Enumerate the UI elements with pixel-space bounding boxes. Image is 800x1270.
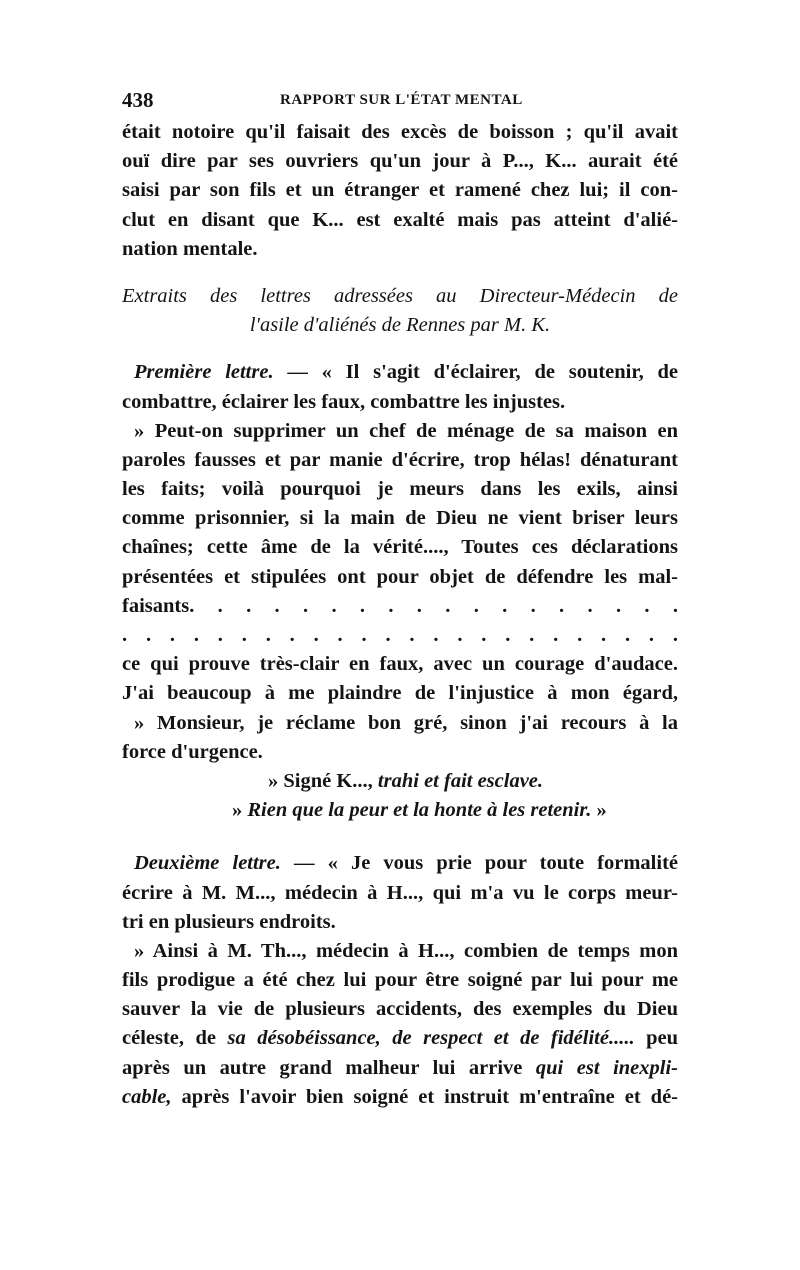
text-span: peu (634, 1027, 678, 1050)
text-line: clut en disant que K... est exalté mais pas atteint d'alié- (122, 208, 678, 231)
text-span: céleste, de (122, 1027, 228, 1050)
text-line: les faits; voilà pourquoi je meurs dans les exils, ainsi (122, 478, 678, 501)
text-line (122, 1024, 678, 1053)
text-line: présentées et stipulées ont pour objet de défendre les mal- (122, 565, 678, 588)
text-line (122, 1083, 678, 1112)
text-line: » Ainsi à M. Th..., médecin à H..., combien de temps mon (134, 939, 678, 962)
page-number: 438 (122, 88, 154, 112)
ellipsis-line: . . . . . . . . . . . . . . . . . . . . . . . . (122, 624, 678, 646)
closing-italic: Rien que la peur et la honte à les retenir. (247, 799, 592, 822)
text-line: paroles fausses et par manie d'écrire, trop hélas! dénaturant (122, 448, 678, 471)
text-line: sauver la vie de plusieurs accidents, des exemples du Dieu (122, 998, 678, 1021)
text-line: » Monsieur, je réclame bon gré, sinon j'ai recours à la (134, 711, 678, 734)
text-span: » Signé K..., (268, 769, 378, 792)
running-header (122, 88, 678, 118)
text-line: écrire à M. M..., médecin à H..., qui m'a vu le corps meur- (122, 881, 678, 904)
signature-italic: trahi et fait esclave. (377, 769, 544, 792)
text-line (122, 1054, 678, 1083)
text-span: après l'avoir bien soigné et instruit m'entraîne et dé- (171, 1085, 678, 1108)
text-line: J'ai beaucoup à me plaindre de l'injustice à mon égard, (122, 682, 678, 705)
text-span: » (591, 799, 607, 822)
text-line: force d'urgence. (122, 740, 263, 763)
section-heading-line: Extraits des lettres adressées au Directeur-Médecin de (122, 284, 678, 307)
running-title: RAPPORT SUR L'ÉTAT MENTAL (280, 92, 523, 108)
text-line: » Peut-on supprimer un chef de ménage de sa maison en (134, 419, 678, 442)
paragraph-conclusion (122, 118, 678, 264)
text-span: — « Je vous prie pour toute formalité (280, 852, 678, 875)
italic-span: cable, (122, 1085, 172, 1108)
text-span: après un autre grand malheur lui arrive (122, 1056, 536, 1079)
text-line: saisi par son fils et un étranger et ramené chez lui; il con- (122, 179, 678, 202)
text-line: ouï dire par ses ouvriers qu'un jour à P..., K... aurait été (122, 150, 678, 173)
book-page (122, 88, 678, 1112)
italic-span: qui est inexpli- (535, 1056, 678, 1079)
letter-label: Première lettre. (134, 361, 274, 384)
text-line: comme prisonnier, si la main de Dieu ne vient briser leurs (122, 507, 678, 530)
text-line: tri en plusieurs endroits. (122, 910, 336, 933)
first-letter (122, 358, 678, 825)
section-heading-line: l'asile d'aliénés de Rennes par M. K. (249, 314, 551, 337)
text-span: » (232, 799, 248, 822)
letter-opening-line (122, 358, 678, 387)
text-line: était notoire qu'il faisait des excès de boisson ; qu'il avait (122, 121, 678, 143)
signature-line (122, 767, 678, 796)
second-letter (122, 849, 678, 1112)
text-line: combattre, éclairer les faux, combattre les injustes. (122, 390, 566, 413)
text-line: ce qui prouve très-clair en faux, avec un courage d'audace. (122, 653, 678, 676)
letter-label: Deuxième lettre. (134, 852, 281, 875)
section-heading (122, 282, 678, 340)
italic-span: sa désobéissance, de respect et de fidélité..... (227, 1027, 635, 1050)
letter-opening-line (122, 849, 678, 878)
closing-line (122, 796, 678, 825)
text-span: — « Il s'agit d'éclairer, de soutenir, de (273, 361, 678, 384)
text-line: fils prodigue a été chez lui pour être soigné par lui pour me (122, 969, 678, 992)
text-line: chaînes; cette âme de la vérité...., Toutes ces déclarations (122, 536, 678, 559)
text-line: nation mentale. (122, 237, 258, 260)
text-line: faisants. . . . . . . . . . . . . . . . . . (122, 594, 678, 617)
